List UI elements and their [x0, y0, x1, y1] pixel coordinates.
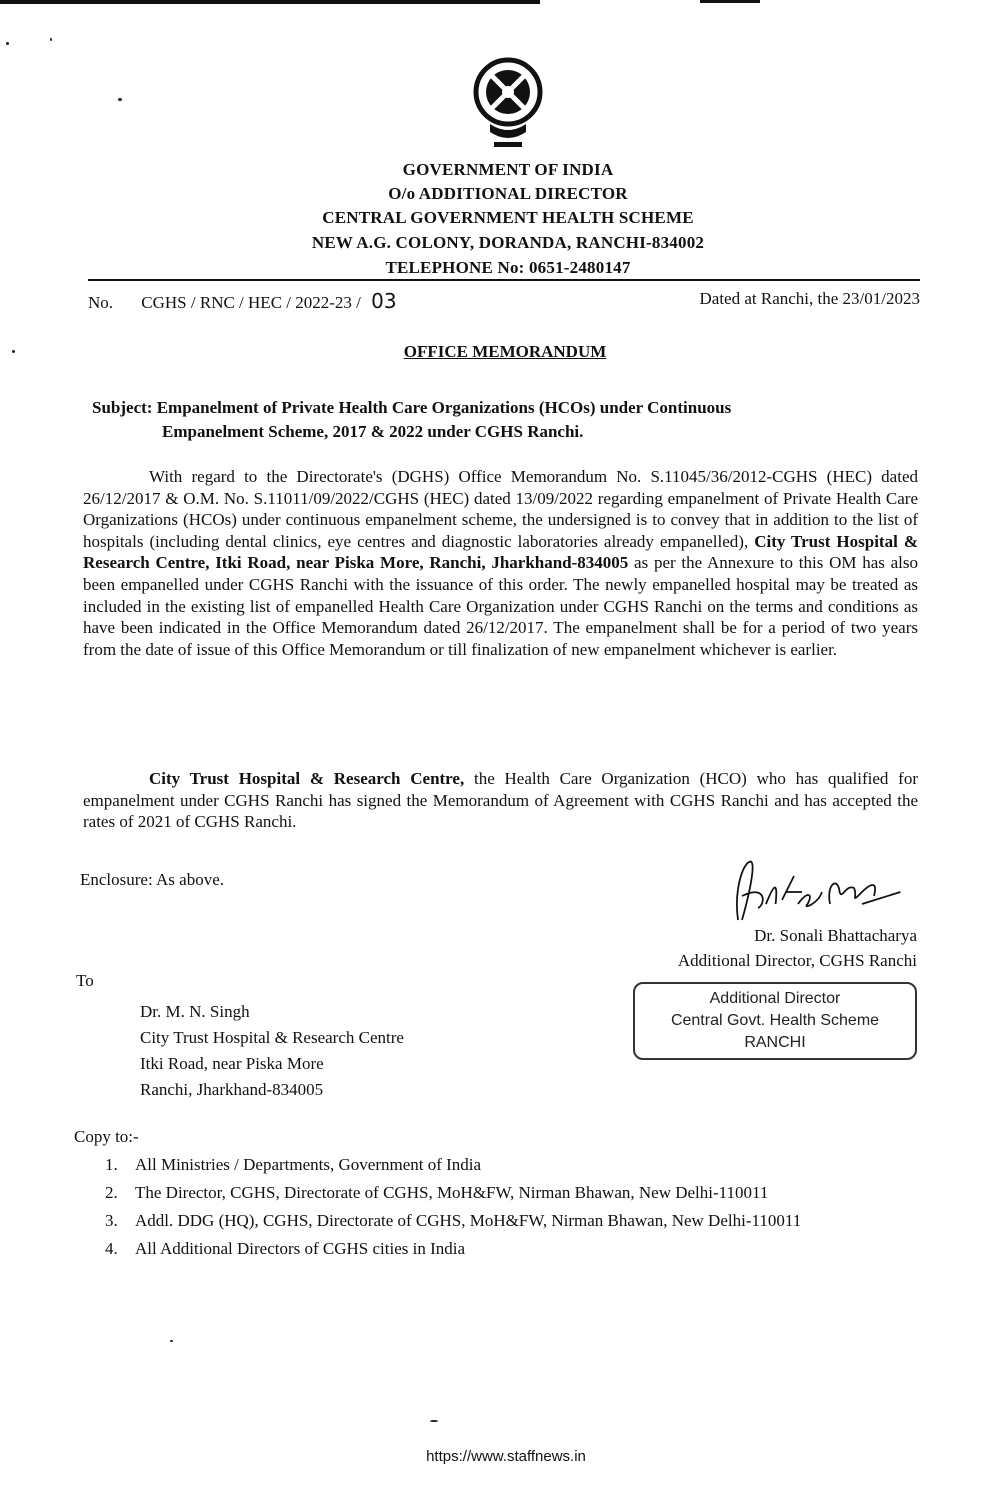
- header-line-office: O/o ADDITIONAL DIRECTOR: [388, 184, 628, 203]
- item-number: 1.: [105, 1155, 118, 1174]
- stamp-line: RANCHI: [744, 1034, 806, 1051]
- copy-to-list: [105, 1155, 920, 1267]
- official-stamp: [633, 982, 917, 1060]
- footer-source-url: https://www.staffnews.in: [426, 1448, 586, 1465]
- header-line-government: GOVERNMENT OF INDIA: [402, 160, 614, 179]
- copy-to-item: [105, 1183, 920, 1203]
- signatory-name: Dr. Sonali Bhattacharya: [754, 926, 917, 945]
- handwritten-reference-number: 03: [371, 289, 397, 313]
- addressee-line: Ranchi, Jharkhand-834005: [140, 1080, 324, 1099]
- cghs-emblem-logo: [468, 52, 548, 152]
- stamp-line: Additional Director: [709, 990, 841, 1007]
- signature-block: [620, 860, 925, 1120]
- copy-to-item: [105, 1239, 920, 1259]
- hospital-name-address: City Trust Hospital & Research Centre, Itki Road, near Piska More, Ranchi, Jharkhand-834005: [83, 531, 918, 573]
- copy-to-item: [105, 1211, 920, 1231]
- item-text: All Ministries / Departments, Government of India: [135, 1155, 482, 1174]
- header-line-telephone: TELEPHONE No: 0651-2480147: [385, 258, 631, 277]
- body-paragraph-1: [83, 466, 918, 660]
- paragraph-text: as per the Annexure to this OM has also been empanelled under CGHS Ranchi with the issuance of this order. The newly empanelled hospital may be treated as included in the existing list of empanelled Health Care Organization under CGHS Ranchi on the terms and conditions as have been indicated in the Office Memorandum dated 26/12/2017. The empanelment shall be for a period of two years from the date of issue of this Office Memorandum or till finalization of new empanelment whichever is earlier.: [83, 553, 919, 659]
- item-number: 2.: [105, 1183, 118, 1202]
- copy-to-label: Copy to:-: [74, 1127, 139, 1146]
- copy-to-item: [105, 1155, 920, 1175]
- enclosure-note: Enclosure: As above.: [80, 870, 224, 889]
- item-text: The Director, CGHS, Directorate of CGHS, MoH&FW, Nirman Bhawan, New Delhi-110011: [135, 1183, 769, 1202]
- header-line-address: NEW A.G. COLONY, DORANDA, RANCHI-834002: [311, 233, 705, 252]
- header-line-scheme: CENTRAL GOVERNMENT HEALTH SCHEME: [322, 208, 694, 227]
- subject: [92, 396, 882, 444]
- hospital-name: City Trust Hospital & Research Centre,: [149, 769, 465, 788]
- to-label: To: [76, 971, 94, 990]
- document-title: OFFICE MEMORANDUM: [403, 342, 607, 361]
- item-text: All Additional Directors of CGHS cities in India: [135, 1239, 466, 1258]
- signatory-designation: Additional Director, CGHS Ranchi: [677, 951, 917, 970]
- subject-line-2: Empanelment Scheme, 2017 & 2022 under CGHS Ranchi.: [162, 422, 584, 441]
- reference-line: [88, 289, 920, 313]
- addressee-block: [140, 999, 404, 1103]
- document-date: Dated at Ranchi, the 23/01/2023: [699, 289, 920, 308]
- paragraph-text: With regard to the Directorate's (DGHS) Office Memorandum No. S.11045/36/2012-CGHS (HEC) dated 26/12/2017 & O.M. No. S.11011/09/2022/CGHS (HEC) dated 13/09/2022 regarding empanelment of Private Health Care Organizations (HCOs) under continuous empanelment scheme, the undersigned is to convey that in addition to the list of hospitals (including dental clinics, eye centres and diagnostic laboratories already empanelled),: [83, 467, 918, 551]
- addressee-line: Dr. M. N. Singh: [140, 1002, 250, 1021]
- handwritten-signature: [700, 860, 920, 924]
- stamp-line: Central Govt. Health Scheme: [670, 1012, 880, 1029]
- addressee-line: Itki Road, near Piska More: [140, 1054, 324, 1073]
- subject-line-1: Subject: Empanelment of Private Health Care Organizations (HCOs) under Continuous: [92, 398, 732, 417]
- reference-label: No.: [88, 293, 114, 312]
- addressee-line: City Trust Hospital & Research Centre: [140, 1028, 404, 1047]
- reference-number: CGHS / RNC / HEC / 2022-23 /: [141, 293, 361, 312]
- header-divider: [88, 279, 920, 281]
- item-text: Addl. DDG (HQ), CGHS, Directorate of CGHS, MoH&FW, Nirman Bhawan, New Delhi-110011: [135, 1211, 802, 1230]
- paragraph-text: the Health Care Organization (HCO) who has qualified for empanelment under CGHS Ranchi has signed the Memorandum of Agreement with CGHS Ranchi and has accepted the rates of 2021 of CGHS Ranchi.: [83, 769, 919, 832]
- item-number: 3.: [105, 1211, 118, 1230]
- body-paragraph-2: [83, 768, 918, 833]
- item-number: 4.: [105, 1239, 118, 1258]
